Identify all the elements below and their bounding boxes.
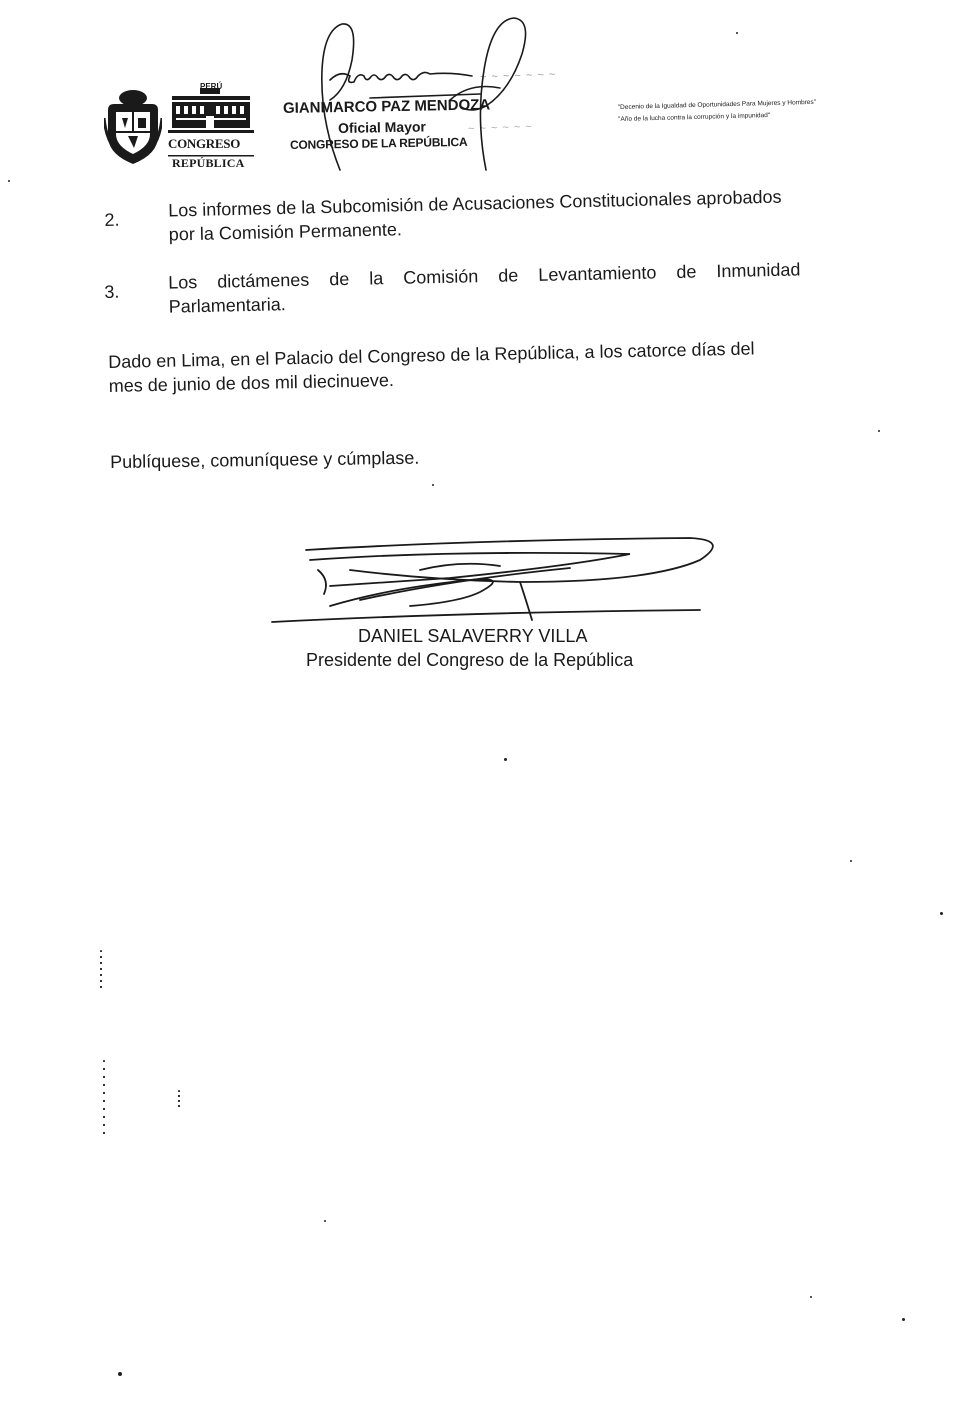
logo-name: CONGRESO: [168, 136, 241, 151]
closing-paragraph: [108, 334, 869, 398]
officer-signature: [300, 10, 560, 180]
item-number: 3.: [104, 281, 120, 302]
signatory-name: DANIEL SALAVERRY VILLA: [358, 626, 588, 646]
list-item: [104, 183, 864, 245]
scan-speck: [850, 860, 852, 862]
closing-line-2: mes de junio de dos mil diecinueve.: [108, 370, 395, 396]
officer-institution: CONGRESO DE LA REPÚBLICA: [289, 134, 468, 152]
item-text: [168, 183, 859, 247]
scan-speck: [100, 950, 102, 990]
signatory-title: Presidente del Congreso de la República: [306, 650, 634, 670]
president-signature: [270, 520, 730, 630]
scan-speck: [432, 484, 434, 486]
scan-speck: [878, 430, 880, 432]
publish-statement: Publíquese, comuníquese y cúmplase.: [110, 447, 420, 472]
item-text: [168, 256, 859, 318]
motto-line-1: "Decenio de la Igualdad de Oportunidades Para Mujeres y Hombres": [617, 98, 817, 112]
faded-stamp-2: ~ ~ ~ ~ ~ ~: [467, 120, 534, 136]
scan-speck: [8, 180, 10, 182]
scan-speck: [810, 1296, 812, 1298]
official-motto: [618, 96, 859, 126]
scan-speck: [324, 1220, 326, 1222]
item-number: 2.: [104, 209, 120, 230]
logo-small-text: PERÚ: [200, 82, 223, 91]
officer-title: Oficial Mayor: [337, 118, 427, 136]
item-line: por la Comisión Permanente.: [168, 219, 403, 245]
scan-speck: [902, 1318, 905, 1321]
motto-line-2: "Año de la lucha contra la corrupción y la impunidad": [618, 112, 771, 123]
scan-speck: [504, 758, 507, 761]
item-line: Los dictámenes de la Comisión de Levantamiento de Inmunidad: [168, 259, 801, 293]
coat-of-arms-icon: [104, 88, 162, 166]
faded-stamp: ~ ~ ~ ~ ~ ~ ~: [479, 68, 557, 84]
logo-sub: REPÚBLICA: [172, 156, 245, 170]
scan-speck: [940, 912, 943, 915]
scan-speck: [736, 32, 738, 34]
list-item: [104, 256, 864, 317]
scan-speck: [118, 1372, 122, 1376]
closing-line-1: Dado en Lima, en el Palacio del Congreso de la República, a los catorce días del: [108, 338, 755, 372]
item-line: Parlamentaria.: [168, 294, 286, 317]
item-line: Los informes de la Subcomisión de Acusaciones Constitucionales aprobados: [168, 186, 782, 221]
scan-speck: [178, 1090, 180, 1110]
officer-name: GIANMARCO PAZ MENDOZA: [282, 96, 491, 117]
scan-speck: [103, 1060, 105, 1140]
